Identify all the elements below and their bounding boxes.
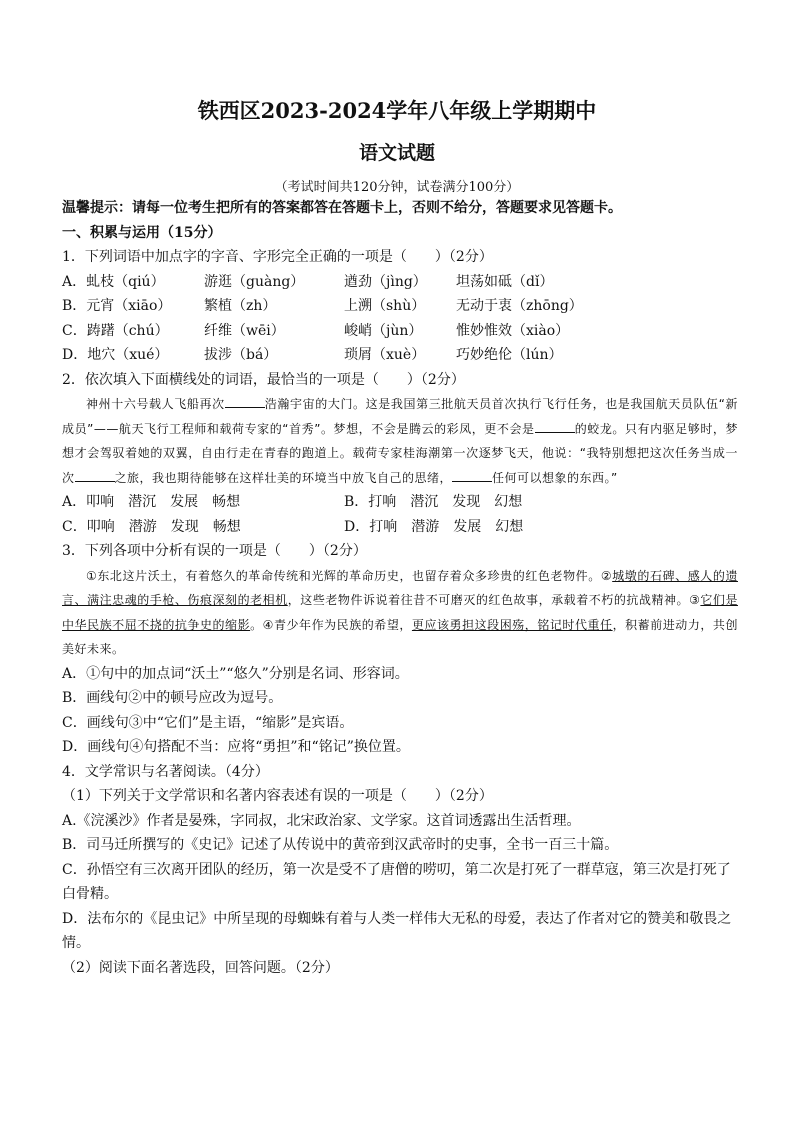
- q3-s7: ，积蓄前进动力，共创美好未来。: [62, 617, 738, 656]
- q4-option-d: D．法布尔的《昆虫记》中所呈现的母蜘蛛有着与人类一样伟大无私的母爱，表达了作者对它的赞美和敬畏之情。: [62, 910, 732, 951]
- q2-p2: 浩瀚宇宙的大门。这是我国第三批航天员首次执行飞行任务，也是我国航天员队伍“新成员”——航天飞行工程师和载荷专家的“首秀”。梦想，不会是腾云的彩凤，更不会是: [62, 397, 738, 436]
- q2-p4: 之旅，我也期待能够在这样壮美的环境当中放飞自己的思绪，: [114, 470, 453, 485]
- q1-d-4: 巧妙绝伦（lún）: [456, 347, 563, 363]
- blank-1: [225, 393, 265, 408]
- q2-p1: 神州十六号载人飞船再次: [86, 397, 225, 411]
- q3-option-d: D．画线句④句搭配不当：应将“勇担”和“铭记”换位置。: [62, 739, 410, 755]
- q1-d-1: D．地穴（xué）: [62, 347, 169, 363]
- q2-p5: 任何可以想象的东西。”: [492, 470, 618, 485]
- exam-subject: 语文试题: [358, 142, 435, 164]
- q2-option-b: B．打响 潜沉 发现 幻想: [344, 494, 523, 510]
- q4-option-b: B．司马迁所撰写的《史记》记述了从传说中的黄帝到汉武帝时的史事，全书一百三十篇。: [62, 837, 619, 853]
- section-heading: 一、积累与运用（15分）: [62, 224, 222, 241]
- q3-stem: 3．下列各项中分析有误的一项是（ ）（2分）: [62, 543, 367, 559]
- q2-option-c: C．叩响 潜游 发现 畅想: [62, 518, 241, 535]
- tip: 温馨提示：请每一位考生把所有的答案都答在答题卡上，否则不给分，答题要求见答题卡。: [62, 200, 622, 216]
- q3-s5: 。④青少年作为民族的希望，: [250, 617, 412, 632]
- q3-s6: 更应该勇担这段困殇，铭记时代重任: [411, 617, 613, 632]
- q1-c-1: C．踌躇（chú）: [62, 322, 169, 339]
- q1-option-c: [62, 319, 738, 344]
- q1-d-2: 拔涉（bá）: [204, 347, 278, 363]
- q1-b-4: 无动于衷（zhōng）: [456, 298, 583, 314]
- q1-b-3: 上溯（shù）: [344, 298, 426, 314]
- q1-a-1: A．虬枝（qiú）: [62, 273, 165, 290]
- q1-option-b: [62, 294, 738, 319]
- q3-s3: ，这些老物件诉说着往昔不可磨灭的红色故事，承载着不朽的抗战精神。③: [287, 593, 701, 607]
- q4-option-c: C．孙悟空有三次离开团队的经历，第一次是受不了唐僧的唠叨，第二次是打死了一群草寇，第三次是打死了白骨精。: [62, 861, 731, 902]
- blank-4: [452, 467, 492, 482]
- q2-option-a: A．叩响 潜沉 发展 畅想: [62, 494, 241, 510]
- q2-stem: 2．依次填入下面横线处的词语，最恰当的一项是（ ）（2分）: [62, 371, 465, 388]
- blank-3: [75, 467, 115, 482]
- q3-option-a: A．①句中的加点词“沃土”“悠久”分别是名词、形容词。: [62, 665, 409, 682]
- q1-c-3: 峻峭（jùn）: [344, 322, 423, 339]
- q1-d-3: 琐屑（xuè）: [344, 347, 426, 363]
- q3-option-c: C．画线句③中“它们”是主语，“缩影”是宾语。: [62, 714, 354, 731]
- q1-c-2: 纤维（wēi）: [204, 322, 285, 339]
- q1-b-1: B．元宵（xiāo）: [62, 298, 172, 314]
- q2-options-row-1: [62, 490, 738, 515]
- q1-b-2: 繁植（zh）: [204, 298, 277, 314]
- q1-option-a: [62, 270, 738, 295]
- q2-passage: [62, 392, 738, 490]
- exam-title: 铁西区2023-2024学年八年级上学期期中: [197, 98, 597, 123]
- q4-sub2: （2）阅读下面名著选段，回答问题。（2分）: [62, 959, 339, 976]
- blank-2: [535, 418, 575, 433]
- q3-s1: ①东北这片沃土，有着悠久的革命传统和光辉的革命历史，也留存着众多珍贵的红色老物件。②: [86, 568, 613, 583]
- q2-option-d: D．打响 潜游 发展 幻想: [344, 518, 524, 535]
- q4-sub1: （1）下列关于文学常识和名著内容表述有误的一项是（ ）（2分）: [62, 788, 493, 804]
- q3-s4: 它们是中华民族不屈不挠的抗争史的缩影: [62, 593, 738, 632]
- exam-note: （考试时间共120分钟，试卷满分100分）: [274, 180, 520, 195]
- q4-option-a: A.《浣溪沙》作者是晏殊，字同叔，北宋政治家、文学家。这首词透露出生活哲理。: [62, 812, 581, 829]
- q4-stem: 4．文学常识与名著阅读。（4分）: [62, 763, 269, 780]
- q3-passage: [62, 564, 738, 662]
- q1-stem: 1．下列词语中加点字的字音、字形完全正确的一项是（ ）（2分）: [62, 249, 493, 265]
- q1-c-4: 惟妙惟效（xiào）: [456, 322, 570, 339]
- q2-p3: 的蛟龙。只有内驱足够时，梦想才会驾驭着她的双翼，自由行走在青春的跑道上。载荷专家桂海潮第一次逐梦飞天，他说：“我特别想把这次任务当成一次: [62, 421, 738, 485]
- q1-a-4: 坦荡如砥（dǐ）: [456, 273, 554, 290]
- q3-s2: 城墩的石碑、感人的遗言、满注忠魂的手枪、伤痕深刻的老相机: [62, 568, 738, 607]
- q1-a-3: 遒劲（jìng）: [344, 273, 427, 290]
- exam-content: [62, 196, 738, 980]
- q1-a-2: 游逛（guàng）: [204, 273, 305, 290]
- q3-option-b: B．画线句②中的顿号应改为逗号。: [62, 690, 283, 706]
- q1-option-d: [62, 343, 738, 368]
- q2-options-row-2: [62, 515, 738, 540]
